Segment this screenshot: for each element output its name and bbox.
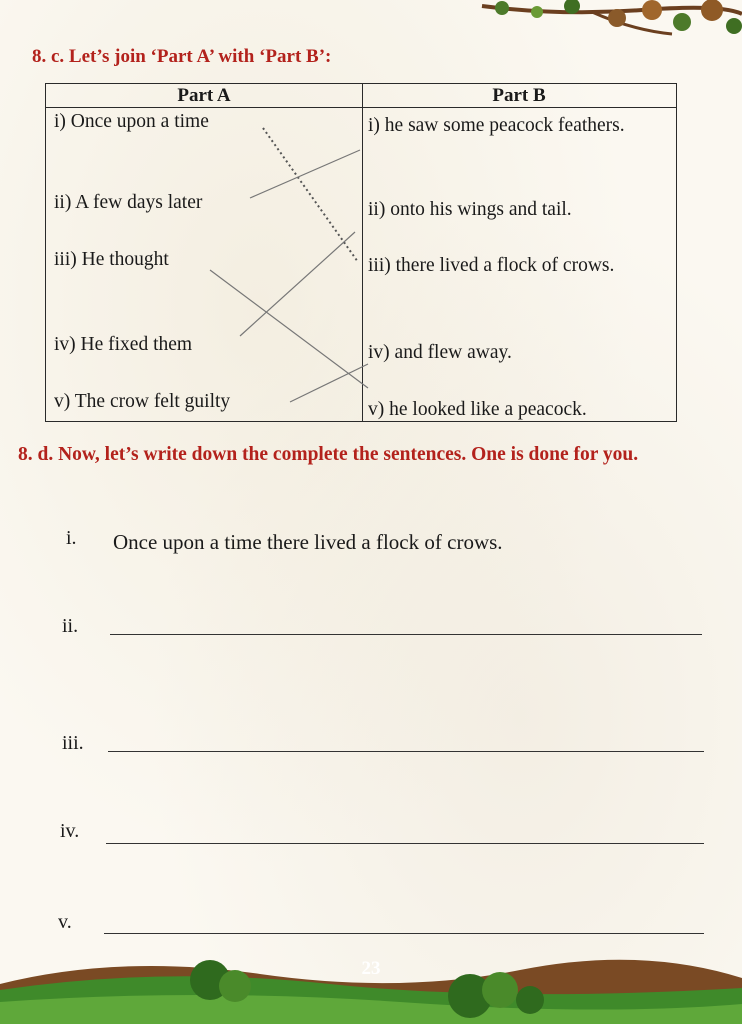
part-a-item: iv) He fixed them [54, 334, 193, 355]
answer-blank-line[interactable] [104, 933, 704, 934]
answer-blank-line[interactable] [106, 843, 704, 844]
part-a-item: v) The crow felt guilty [54, 391, 231, 412]
tree-branch-illustration [442, 0, 742, 40]
grass-hill-footer [0, 944, 742, 1024]
answer-text: Once upon a time there lived a flock of crows. [113, 530, 503, 554]
part-a-item: iii) He thought [54, 249, 169, 270]
item-numeral: iii. [62, 732, 84, 754]
table-column-divider [362, 84, 363, 421]
answer-blank-line[interactable] [108, 751, 704, 752]
part-b-item: iii) there lived a flock of crows. [368, 255, 615, 276]
part-b-item: ii) onto his wings and tail. [368, 199, 572, 220]
item-numeral: i. [66, 527, 77, 549]
bush-icon [516, 986, 544, 1014]
matching-table [45, 83, 677, 422]
part-a-item: i) Once upon a time [54, 111, 209, 132]
part-b-item: v) he looked like a peacock. [368, 399, 587, 420]
item-numeral: ii. [62, 615, 79, 637]
part-a-header: Part A [177, 85, 231, 106]
section-c-title: 8. c. Let’s join ‘Part A’ with ‘Part B’: [32, 46, 332, 67]
page-number: 23 [361, 958, 381, 979]
item-numeral: v. [58, 911, 72, 933]
part-a-item: ii) A few days later [54, 192, 203, 213]
item-numeral: iv. [60, 820, 80, 842]
part-b-item: i) he saw some peacock feathers. [368, 115, 625, 136]
section-d-title: 8. d. Now, let’s write down the complete the sentences. One is done for you. [18, 444, 639, 465]
answer-blank-line[interactable] [110, 634, 702, 635]
part-b-header: Part B [492, 85, 546, 106]
part-b-item: iv) and flew away. [368, 342, 512, 363]
